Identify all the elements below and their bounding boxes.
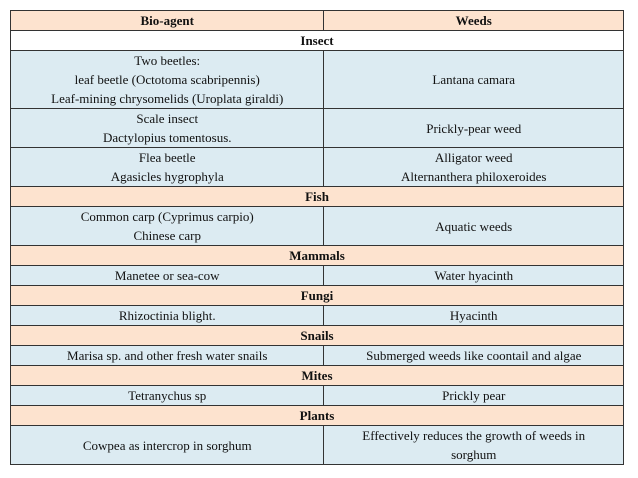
bio-agent-cell-line: leaf beetle (Octotoma scabripennis) — [74, 72, 260, 87]
bio-agent-cell-line: Marisa sp. and other fresh water snails — [67, 348, 268, 363]
bio-agent-cell — [11, 306, 324, 326]
section-title: Mammals — [11, 246, 624, 266]
table-row — [11, 386, 624, 406]
weed-cell-line: Aquatic weeds — [435, 218, 513, 234]
table-row — [11, 346, 624, 366]
header-bio-agent: Bio-agent — [11, 11, 324, 31]
section-title: Mites — [11, 366, 624, 386]
bio-agent-table-container — [10, 10, 624, 465]
section-row-mammals — [11, 246, 624, 266]
bio-agent-cell-line: Common carp (Cyprimus carpio) — [80, 209, 254, 224]
bio-agent-cell-line: Chinese carp — [133, 228, 201, 243]
section-row-fish — [11, 187, 624, 207]
weed-cell-line: Lantana camara — [432, 72, 516, 87]
bio-agent-cell-line: Leaf-mining chrysomelids (Uroplata giraldi) — [51, 91, 284, 106]
weed-cell — [324, 109, 624, 148]
header-weeds: Weeds — [324, 11, 624, 31]
weed-cell-line: Water hyacinth — [434, 268, 514, 283]
section-title: Insect — [11, 31, 624, 51]
bio-agent-cell-line: Manetee or sea-cow — [114, 268, 220, 283]
bio-agent-cell-line: Agasicles hygrophyla — [110, 169, 224, 184]
table-row — [11, 426, 624, 465]
table-body — [11, 31, 624, 465]
section-row-snails — [11, 326, 624, 346]
bio-agent-cell — [11, 109, 324, 148]
section-title: Fish — [11, 187, 624, 207]
table-row — [11, 266, 624, 286]
bio-agent-cell — [11, 346, 324, 366]
weed-cell — [324, 207, 624, 246]
section-title: Snails — [11, 326, 624, 346]
bio-agent-cell — [11, 266, 324, 286]
bio-agent-cell-line: Dactylopius tomentosus. — [102, 130, 232, 145]
weed-cell-line: Effectively reduces the growth of weeds in — [362, 428, 586, 443]
bio-agent-cell-line: Flea beetle — [138, 150, 196, 165]
bio-agent-cell — [11, 207, 324, 246]
table-row — [11, 109, 624, 148]
table-row — [11, 51, 624, 109]
bio-agent-weeds-table — [10, 10, 624, 465]
weed-cell-line: Prickly pear — [442, 388, 506, 403]
section-row-mites — [11, 366, 624, 386]
table-row — [11, 207, 624, 246]
bio-agent-cell — [11, 148, 324, 187]
bio-agent-cell — [11, 51, 324, 109]
bio-agent-cell-line: Cowpea as intercrop in sorghum — [82, 437, 252, 453]
weed-cell — [324, 386, 624, 406]
bio-agent-cell-line: Scale insect — [136, 111, 199, 126]
weed-cell — [324, 346, 624, 366]
weed-cell — [324, 426, 624, 465]
table-row — [11, 148, 624, 187]
section-row-insect — [11, 31, 624, 51]
weed-cell-line: sorghum — [451, 447, 497, 462]
section-row-plants — [11, 406, 624, 426]
section-title: Plants — [11, 406, 624, 426]
section-title: Fungi — [11, 286, 624, 306]
weed-cell — [324, 306, 624, 326]
table-header-row — [11, 11, 624, 31]
weed-cell — [324, 51, 624, 109]
bio-agent-cell-line: Tetranychus sp — [128, 388, 207, 403]
weed-cell — [324, 266, 624, 286]
weed-cell-line: Alligator weed — [434, 150, 513, 165]
bio-agent-cell — [11, 426, 324, 465]
section-row-fungi — [11, 286, 624, 306]
weed-cell-line: Alternanthera philoxeroides — [400, 169, 547, 184]
weed-cell-line: Hyacinth — [449, 308, 498, 323]
bio-agent-cell-line: Rhizoctinia blight. — [118, 308, 216, 323]
table-row — [11, 306, 624, 326]
weed-cell — [324, 148, 624, 187]
bio-agent-cell — [11, 386, 324, 406]
weed-cell-line: Submerged weeds like coontail and algae — [366, 348, 582, 363]
bio-agent-cell-line: Two beetles: — [134, 53, 201, 68]
weed-cell-line: Prickly-pear weed — [426, 120, 522, 136]
